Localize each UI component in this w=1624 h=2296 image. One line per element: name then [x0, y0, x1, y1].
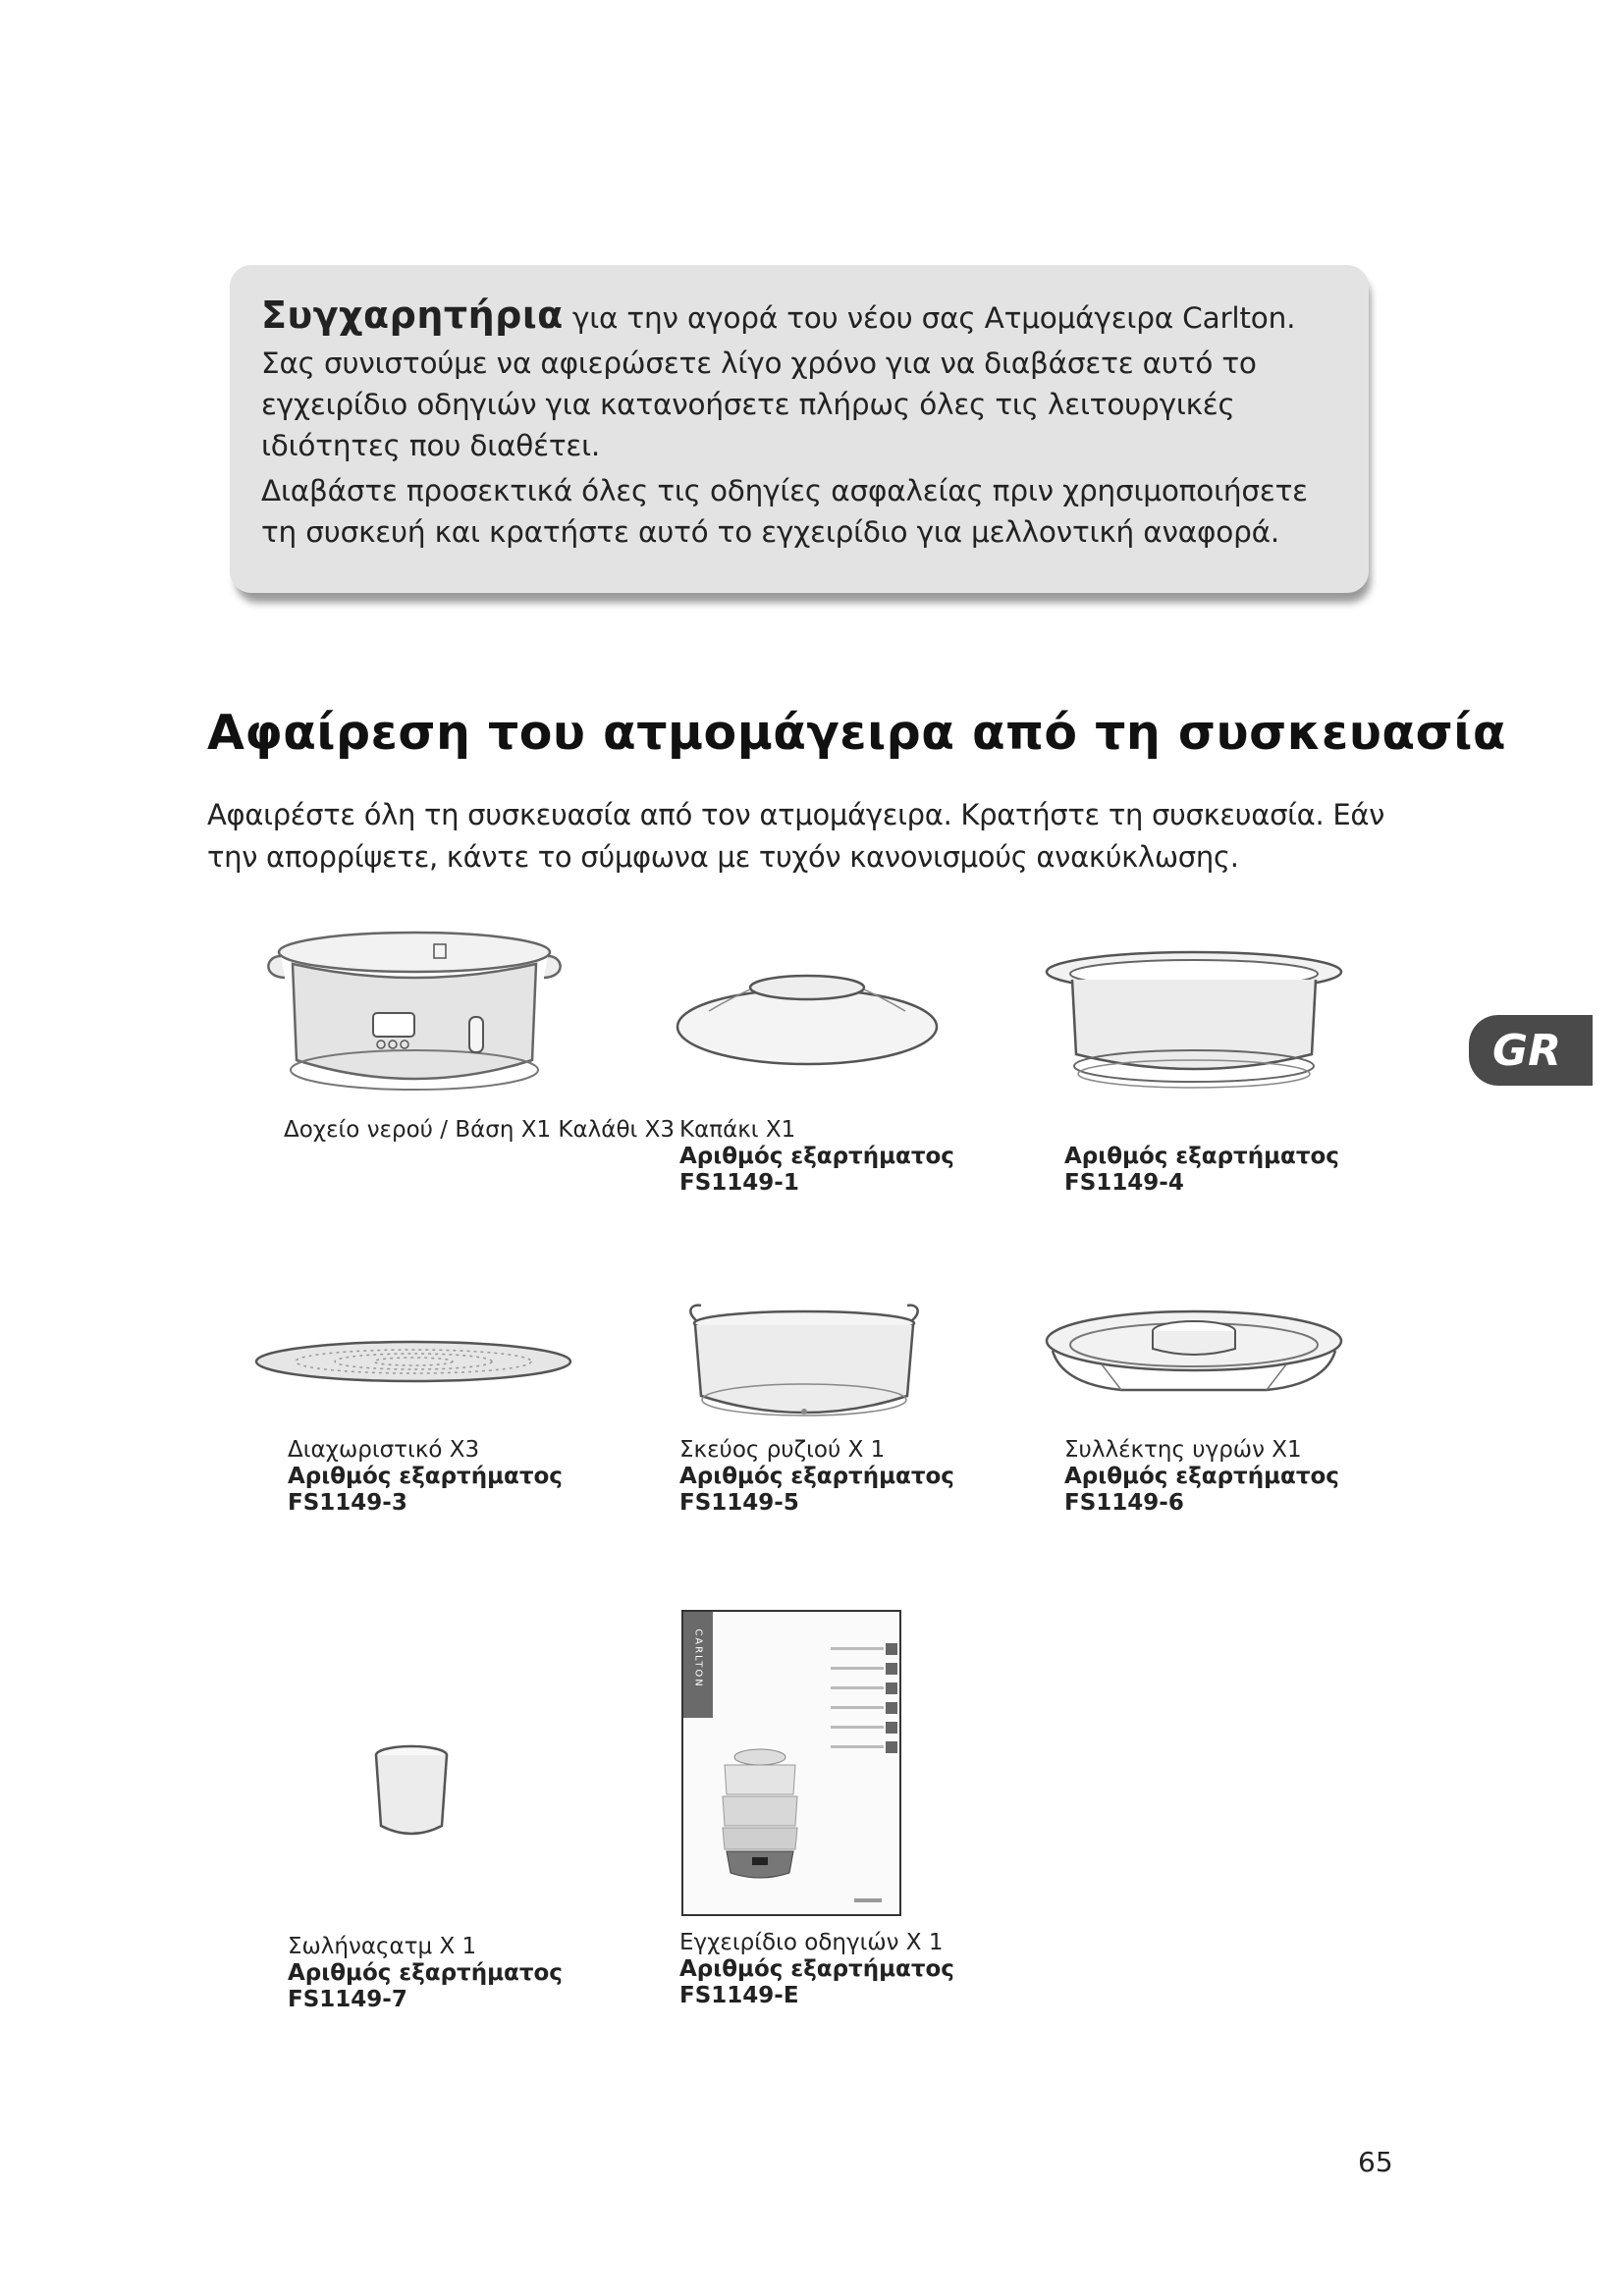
language-tab	[1469, 1015, 1593, 1086]
manual-footer-mark	[854, 1898, 882, 1902]
section-text: Αφαιρέστε όλη τη συσκευασία από τον ατμομάγειρα. Κρατήστε τη συσκευασία. Εάν την απορρίψετε, κάντε το σύμφωνα με τυχόν κανονισμούς ανακύκλωσης.	[207, 798, 1385, 874]
manual-steamer-photo	[713, 1745, 807, 1883]
item-caption	[288, 1934, 563, 2013]
item-caption	[679, 1437, 954, 1517]
part-label: Αριθμός εξαρτήματος	[1064, 1464, 1339, 1489]
part-label: Αριθμός εξαρτήματος	[679, 1464, 954, 1489]
intro-heading-line	[261, 294, 1339, 339]
water-base-illustration	[257, 923, 571, 1099]
drip-tray-illustration	[1043, 1306, 1345, 1404]
intro-title-rest: για την αγορά του νέου σας Ατμομάγειρα Carlton.	[563, 301, 1296, 335]
item-caption	[1064, 1437, 1339, 1517]
part-number: FS1149-E	[679, 1983, 799, 2008]
item-name: Καπάκι X1	[679, 1117, 796, 1143]
part-label: Αριθμός εξαρτήματος	[288, 1464, 563, 1489]
part-label: Αριθμός εξαρτήματος	[1064, 1144, 1339, 1169]
divider-illustration	[253, 1337, 573, 1386]
part-number: FS1149-7	[288, 1987, 407, 2012]
item-name: Διαχωριστικό X3	[288, 1437, 480, 1463]
part-number: FS1149-1	[679, 1170, 799, 1196]
intro-paragraph-2: Διαβάστε προσεκτικά όλες τις οδηγίες ασφαλείας πριν χρησιμοποιήσετε τη συσκευή και κρατήστε αυτό το εγχειρίδιο για μελλοντική αναφορά.	[261, 474, 1308, 549]
intro-box	[230, 265, 1369, 593]
lid-illustration	[670, 970, 945, 1070]
intro-title: Συγχαρητήρια	[261, 294, 564, 337]
item-caption	[1064, 1144, 1339, 1197]
item-caption	[679, 1117, 954, 1197]
part-label: Αριθμός εξαρτήματος	[288, 1960, 563, 1986]
item-name: Σκεύος ρυζιού X 1	[679, 1437, 886, 1463]
language-tab-label: GR	[1492, 1025, 1561, 1076]
section-title: Αφαίρεση του ατμομάγειρα από τη συσκευασία	[207, 705, 1506, 761]
part-label: Αριθμός εξαρτήματος	[679, 1956, 954, 1982]
steam-tube-illustration	[371, 1743, 452, 1842]
part-number: FS1149-5	[679, 1490, 799, 1516]
manual-cover-illustration	[681, 1610, 901, 1916]
part-number: FS1149-3	[288, 1490, 407, 1516]
item-caption	[284, 1117, 675, 1144]
page-number: 65	[1358, 2146, 1393, 2178]
item-name: Εγχειρίδιο οδηγιών X 1	[679, 1930, 944, 1955]
item-caption	[288, 1437, 563, 1517]
item-name: Δοχείο νερού / Βάση X1 Καλάθι X3	[284, 1117, 675, 1143]
item-caption	[679, 1930, 954, 2009]
part-label: Αριθμός εξαρτήματος	[679, 1144, 954, 1169]
manual-brand: CARLTON	[692, 1629, 704, 1688]
item-name: Σωλήναςατμ X 1	[288, 1934, 477, 1959]
basket-illustration	[1039, 946, 1349, 1094]
rice-bowl-illustration	[683, 1302, 925, 1427]
part-number: FS1149-4	[1064, 1170, 1184, 1196]
part-number: FS1149-6	[1064, 1490, 1184, 1516]
item-name: Συλλέκτης υγρών X1	[1064, 1437, 1302, 1463]
language-index	[831, 1643, 899, 1765]
intro-paragraph-1: Σας συνιστούμε να αφιερώσετε λίγο χρόνο για να διαβάσετε αυτό το εγχειρίδιο οδηγιών για κατανοήσετε πλήρως όλες τις λειτουργικές ιδιότητες που διαθέτει.	[261, 347, 1257, 462]
